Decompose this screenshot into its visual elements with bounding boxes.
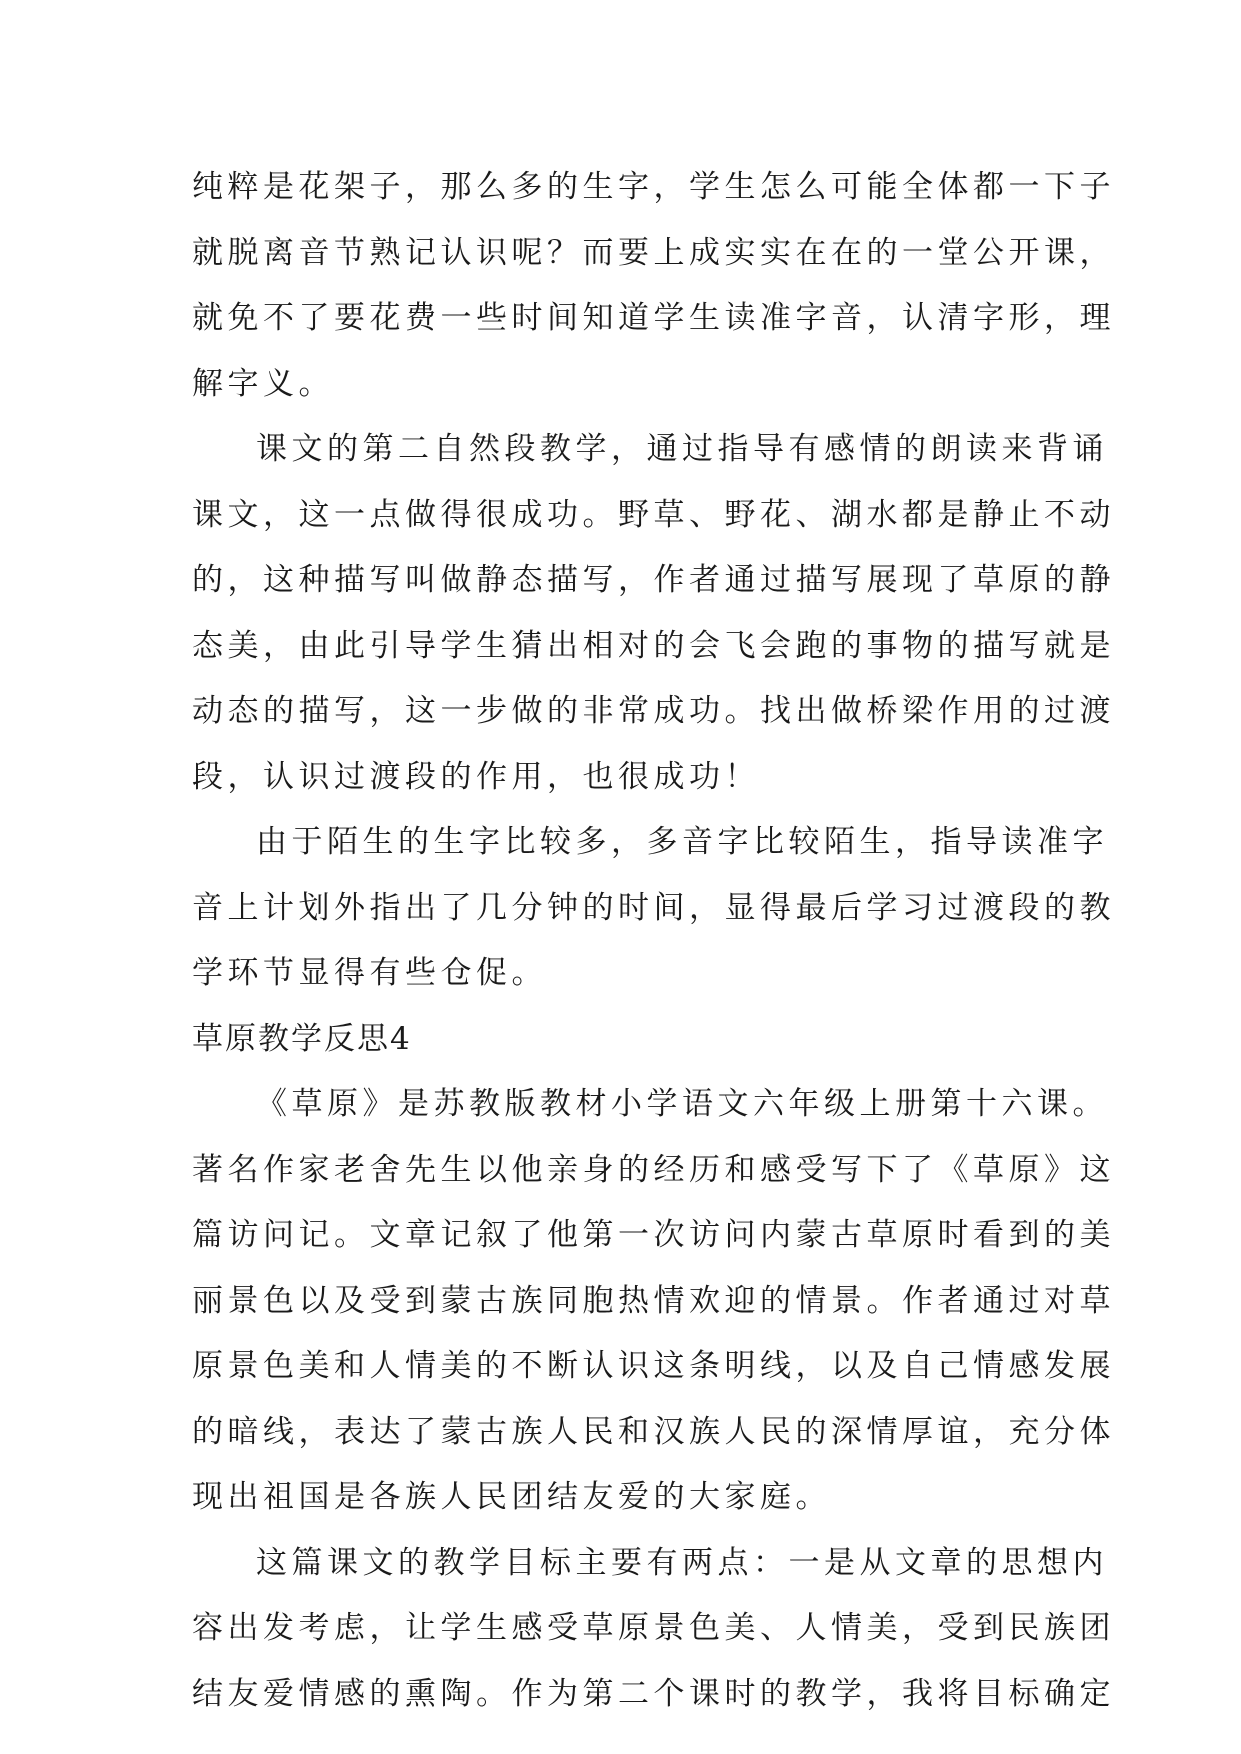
document-body [192, 155, 1115, 1727]
text-line: 就免不了要花费一些时间知道学生读准字音，认清字形，理 [192, 300, 1115, 336]
text-line: 态美，由此引导学生猜出相对的会飞会跑的事物的描写就是 [192, 627, 1115, 664]
paragraph-first-line: 课文的第二自然段教学，通过指导有感情的朗读来背诵 [256, 431, 1108, 467]
text-line: 结友爱情感的熏陶。作为第二个课时的教学，我将目标确定 [192, 1675, 1115, 1712]
text-line: 学环节显得有些仓促。 [192, 955, 547, 991]
text-line: 容出发考虑，让学生感受草原景色美、人情美，受到民族团 [192, 1610, 1115, 1646]
paragraph-first-line: 这篇课文的教学目标主要有两点：一是从文章的思想内 [256, 1544, 1108, 1581]
section-heading: 草原教学反思4 [192, 1020, 412, 1057]
text-line: 动态的描写，这一步做的非常成功。找出做桥梁作用的过渡 [192, 693, 1115, 729]
paragraph-first-line: 《草原》是苏教版教材小学语文六年级上册第十六课。 [256, 1086, 1108, 1122]
text-line: 课文，这一点做得很成功。野草、野花、湖水都是静止不动 [192, 496, 1115, 533]
text-line: 解字义。 [192, 365, 334, 402]
text-line: 丽景色以及受到蒙古族同胞热情欢迎的情景。作者通过对草 [192, 1282, 1115, 1319]
text-line: 现出祖国是各族人民团结友爱的大家庭。 [192, 1479, 831, 1515]
text-line: 音上计划外指出了几分钟的时间，显得最后学习过渡段的教 [192, 889, 1115, 926]
text-line: 就脱离音节熟记认识呢？而要上成实实在在的一堂公开课， [192, 234, 1115, 271]
text-line: 篇访问记。文章记叙了他第一次访问内蒙古草原时看到的美 [192, 1217, 1115, 1253]
text-line: 纯粹是花架子，那么多的生字，学生怎么可能全体都一下子 [192, 169, 1115, 205]
text-line: 的，这种描写叫做静态描写，作者通过描写展现了草原的静 [192, 562, 1115, 598]
text-line: 著名作家老舍先生以他亲身的经历和感受写下了《草原》这 [192, 1151, 1115, 1188]
text-line: 原景色美和人情美的不断认识这条明线，以及自己情感发展 [192, 1348, 1115, 1384]
text-line: 的暗线，表达了蒙古族人民和汉族人民的深情厚谊，充分体 [192, 1413, 1115, 1450]
paragraph-first-line: 由于陌生的生字比较多，多音字比较陌生，指导读准字 [256, 824, 1108, 860]
text-line: 段，认识过渡段的作用，也很成功！ [192, 758, 760, 795]
